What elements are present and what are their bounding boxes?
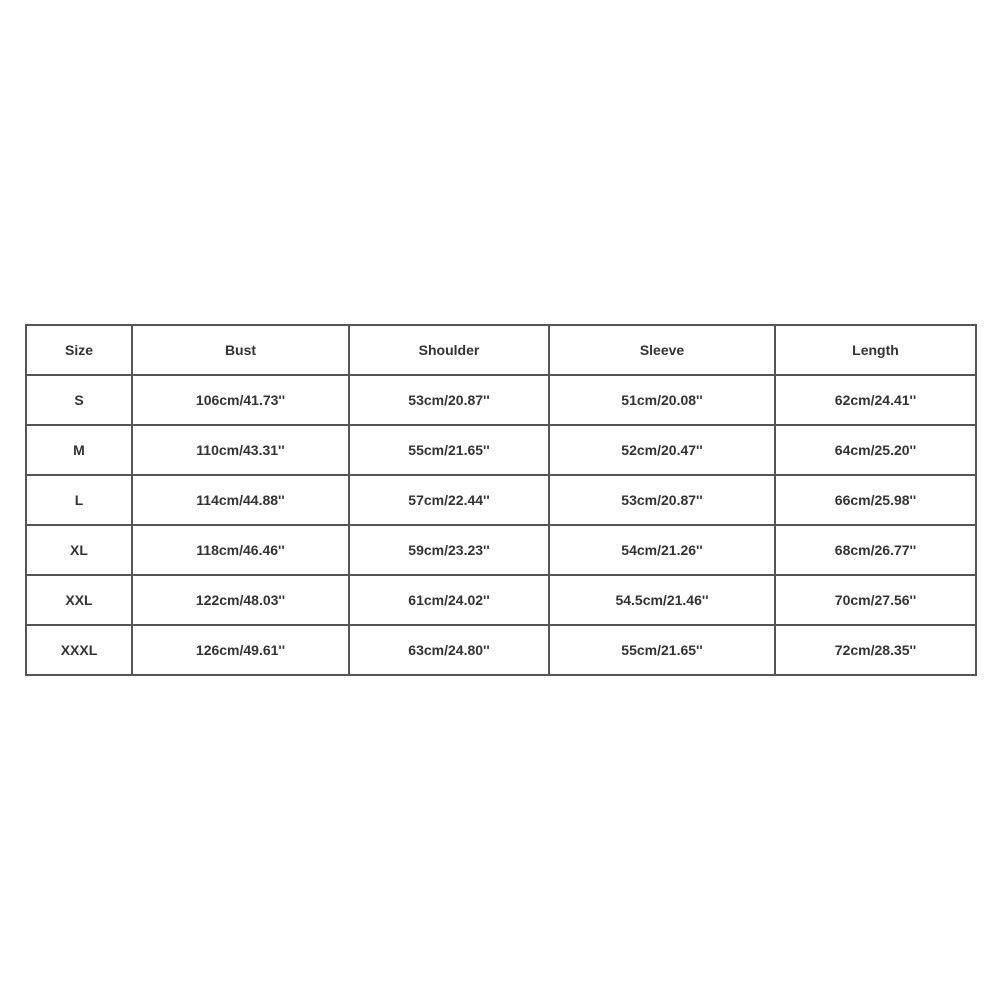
cell-bust: 114cm/44.88'' xyxy=(132,475,349,525)
header-bust: Bust xyxy=(132,325,349,375)
cell-length: 70cm/27.56'' xyxy=(775,575,976,625)
cell-size: S xyxy=(26,375,132,425)
cell-size: L xyxy=(26,475,132,525)
cell-sleeve: 53cm/20.87'' xyxy=(549,475,775,525)
cell-sleeve: 52cm/20.47'' xyxy=(549,425,775,475)
table-row xyxy=(26,575,976,625)
cell-sleeve: 54.5cm/21.46'' xyxy=(549,575,775,625)
cell-shoulder: 63cm/24.80'' xyxy=(349,625,549,675)
cell-size: XXXL xyxy=(26,625,132,675)
table-row xyxy=(26,525,976,575)
cell-length: 72cm/28.35'' xyxy=(775,625,976,675)
cell-length: 62cm/24.41'' xyxy=(775,375,976,425)
table-row xyxy=(26,625,976,675)
cell-sleeve: 55cm/21.65'' xyxy=(549,625,775,675)
cell-length: 68cm/26.77'' xyxy=(775,525,976,575)
cell-sleeve: 51cm/20.08'' xyxy=(549,375,775,425)
table-row xyxy=(26,425,976,475)
cell-shoulder: 55cm/21.65'' xyxy=(349,425,549,475)
cell-shoulder: 59cm/23.23'' xyxy=(349,525,549,575)
size-chart-table xyxy=(25,324,977,676)
cell-sleeve: 54cm/21.26'' xyxy=(549,525,775,575)
table-header-row xyxy=(26,325,976,375)
cell-shoulder: 57cm/22.44'' xyxy=(349,475,549,525)
cell-size: M xyxy=(26,425,132,475)
cell-bust: 126cm/49.61'' xyxy=(132,625,349,675)
cell-length: 64cm/25.20'' xyxy=(775,425,976,475)
cell-shoulder: 53cm/20.87'' xyxy=(349,375,549,425)
cell-size: XL xyxy=(26,525,132,575)
table-row xyxy=(26,375,976,425)
header-sleeve: Sleeve xyxy=(549,325,775,375)
header-size: Size xyxy=(26,325,132,375)
header-shoulder: Shoulder xyxy=(349,325,549,375)
cell-bust: 110cm/43.31'' xyxy=(132,425,349,475)
cell-bust: 118cm/46.46'' xyxy=(132,525,349,575)
cell-bust: 122cm/48.03'' xyxy=(132,575,349,625)
cell-length: 66cm/25.98'' xyxy=(775,475,976,525)
cell-shoulder: 61cm/24.02'' xyxy=(349,575,549,625)
table-row xyxy=(26,475,976,525)
cell-bust: 106cm/41.73'' xyxy=(132,375,349,425)
cell-size: XXL xyxy=(26,575,132,625)
header-length: Length xyxy=(775,325,976,375)
